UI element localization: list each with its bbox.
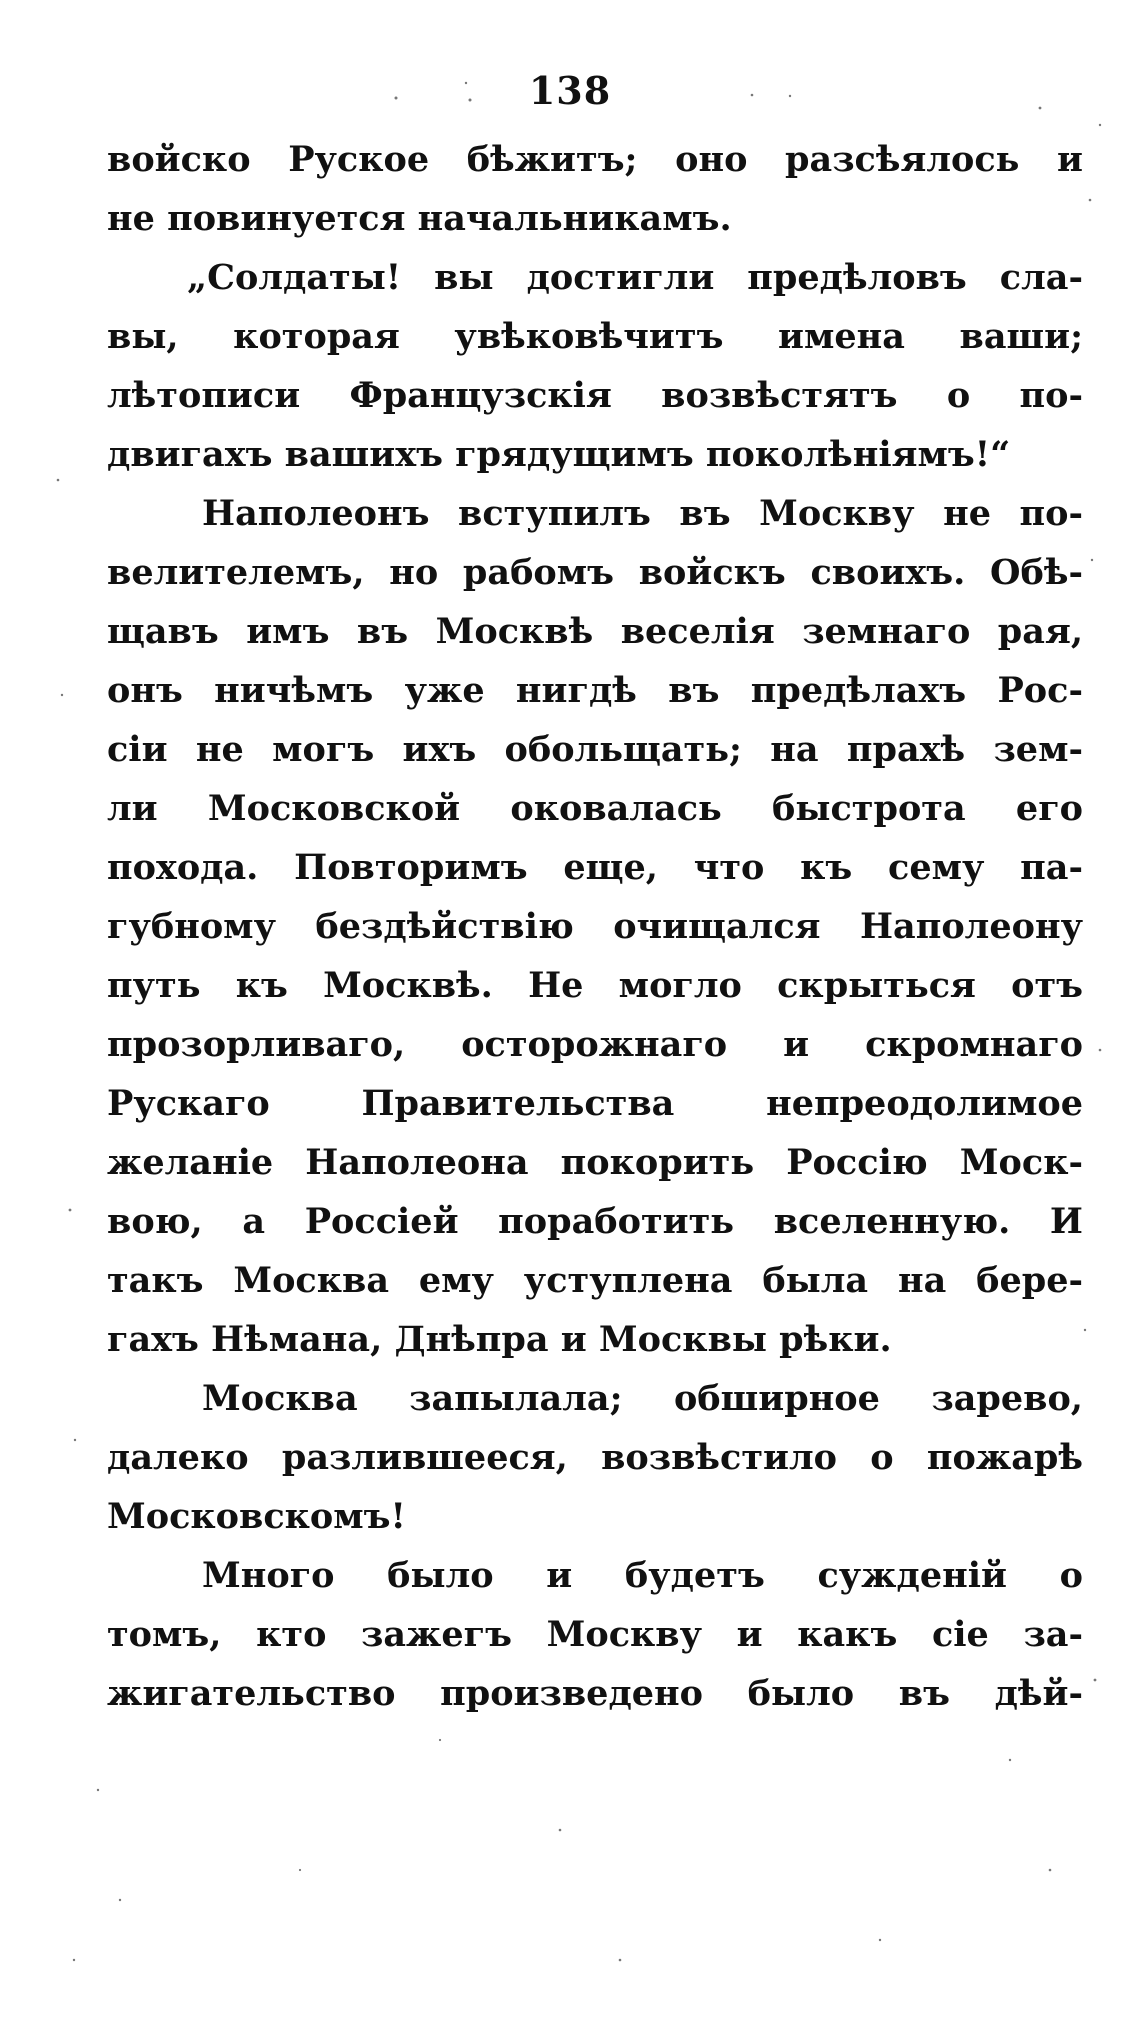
text-line: лѣтописи Французскія возвѣстятъ о по- [107,375,1083,416]
text-line: томъ, кто зажегъ Москву и какъ сіе за- [107,1614,1083,1655]
body-text [107,130,1083,1723]
text-line: „Солдаты! вы достигли предѣловъ сла- [187,257,1083,298]
text-line: Москва запылала; обширное зарево, [202,1378,1083,1419]
text-line: не повинуется начальникамъ. [107,198,732,239]
text-line: Много было и будетъ сужденій о [202,1555,1083,1596]
text-line: жигательство произведено было въ дѣй- [107,1673,1083,1714]
text-line: желаніе Наполеона покорить Россію Моск- [107,1142,1083,1183]
text-line: Рускаго Правительства непреодолимое [107,1083,1083,1124]
text-line: губному бездѣйствію очищался Наполеону [107,906,1083,947]
text-line: вы, которая увѣковѣчитъ имена ваши; [107,316,1083,357]
text-line: щавъ имъ въ Москвѣ веселія земнаго рая, [107,611,1083,652]
text-line: войско Руское бѣжитъ; оно разсѣялось и [107,139,1083,180]
text-line: далеко разлившееся, возвѣстило о пожарѣ [107,1437,1083,1478]
text-line: онъ ничѣмъ уже нигдѣ въ предѣлахъ Рос- [107,670,1083,711]
text-line: сіи не могъ ихъ обольщать; на прахѣ зем- [107,729,1083,770]
text-line: гахъ Нѣмана, Днѣпра и Москвы рѣки. [107,1319,892,1360]
text-line: велителемъ, но рабомъ войскъ своихъ. Обѣ- [107,552,1083,593]
text-line: Московскомъ! [107,1496,406,1537]
text-line: путь къ Москвѣ. Не могло скрыться отъ [107,965,1083,1006]
text-line: ли Московской оковалась быстрота его [107,788,1083,829]
text-line: двигахъ вашихъ грядущимъ поколѣніямъ!“ [107,434,1011,475]
text-line: похода. Повторимъ еще, что къ сему па- [107,847,1083,888]
text-line: прозорливаго, осторожнаго и скромнаго [107,1024,1083,1065]
page-number: 138 [528,68,612,113]
text-line: вою, а Россіей поработить вселенную. И [107,1201,1083,1242]
text-line: такъ Москва ему уступлена была на бере- [107,1260,1083,1301]
text-line: Наполеонъ вступилъ въ Москву не по- [202,493,1083,534]
